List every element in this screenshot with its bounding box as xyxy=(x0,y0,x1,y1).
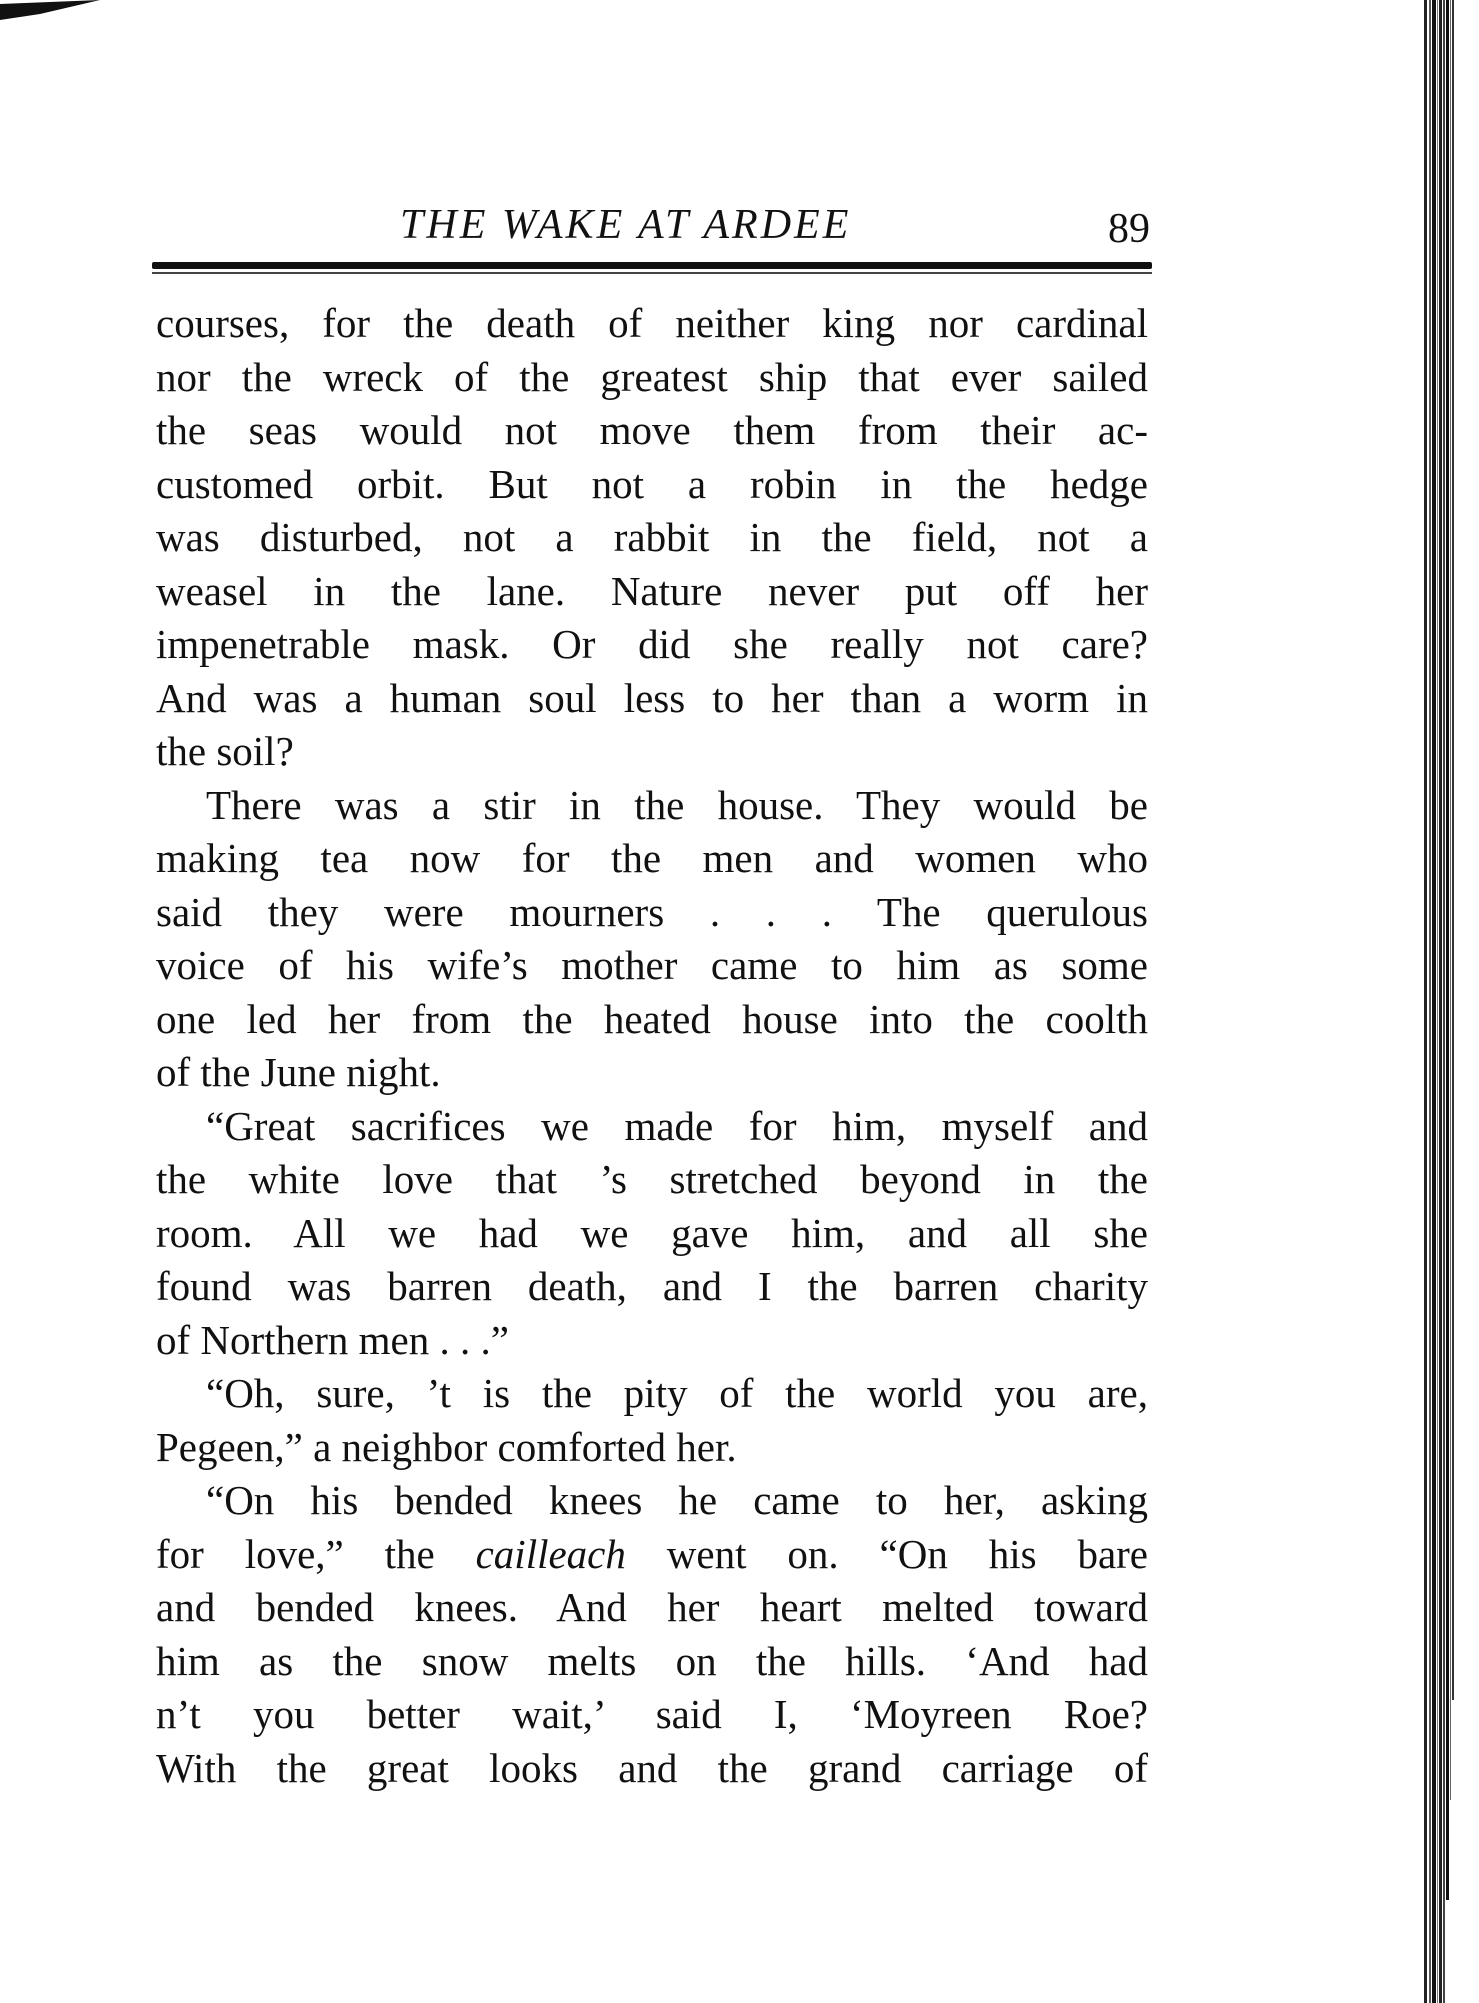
text-fragment: went on. “On his bare xyxy=(625,1530,1148,1577)
text-line: of the June night. xyxy=(156,1049,441,1095)
text-line: customed orbit. But not a robin in the hedge xyxy=(156,460,1148,507)
text-line: and bended knees. And her heart melted toward xyxy=(156,1584,1148,1630)
text-line: the soil? xyxy=(156,728,294,774)
text-line: n’t you better wait,’ said I, ‘Moyreen Roe? xyxy=(156,1691,1148,1737)
text-line: courses, for the death of neither king nor cardinal xyxy=(156,300,1148,346)
text-line: said they were mourners . . . The querulous xyxy=(156,888,1148,935)
text-line: “Oh, sure, ’t is the pity of the world you are, xyxy=(206,1370,1148,1416)
page-number: 89 xyxy=(1108,206,1150,252)
text-fragment: for love,” the xyxy=(156,1530,476,1577)
text-fragment: “On his bended knees he came to her, asking xyxy=(206,1477,1148,1523)
text-line: found was barren death, and I the barren charity xyxy=(156,1263,1148,1309)
scanned-page-edge xyxy=(1424,0,1474,2003)
text-line xyxy=(156,1528,1148,1582)
text-line: the white love that ’s stretched beyond in the xyxy=(156,1156,1148,1202)
text-line: “Great sacrifices we made for him, myself and xyxy=(206,1102,1148,1149)
header-rule xyxy=(152,262,1152,269)
text-line: With the great looks and the grand carriage of xyxy=(156,1744,1148,1791)
running-header xyxy=(155,200,1150,260)
text-line xyxy=(156,1474,1148,1528)
running-title: THE WAKE AT ARDEE xyxy=(400,202,852,248)
text-line: the seas would not move them from their ac- xyxy=(156,407,1148,453)
text-line: There was a stir in the house. They would be xyxy=(206,781,1148,828)
text-line: of Northern men . . .” xyxy=(156,1316,509,1363)
text-line: one led her from the heated house into the coolth xyxy=(156,995,1148,1042)
italic-word: cailleach xyxy=(475,1530,626,1577)
body-text xyxy=(156,297,1148,1795)
text-line: was disturbed, not a rabbit in the field, not a xyxy=(156,514,1148,560)
text-line: And was a human soul less to her than a worm in xyxy=(156,674,1148,721)
text-line: him as the snow melts on the hills. ‘And had xyxy=(156,1637,1148,1684)
text-line: Pegeen,” a neighbor comforted her. xyxy=(156,1423,737,1470)
header-rule-thin xyxy=(152,272,1152,274)
scan-corner-mark xyxy=(0,0,100,24)
text-line: making tea now for the men and women who xyxy=(156,835,1148,881)
text-line: room. All we had we gave him, and all she xyxy=(156,1209,1148,1256)
text-line: nor the wreck of the greatest ship that ever sailed xyxy=(156,353,1148,400)
text-line: impenetrable mask. Or did she really not care? xyxy=(156,621,1148,667)
text-line: voice of his wife’s mother came to him as some xyxy=(156,942,1148,988)
text-line: weasel in the lane. Nature never put off her xyxy=(156,567,1148,614)
